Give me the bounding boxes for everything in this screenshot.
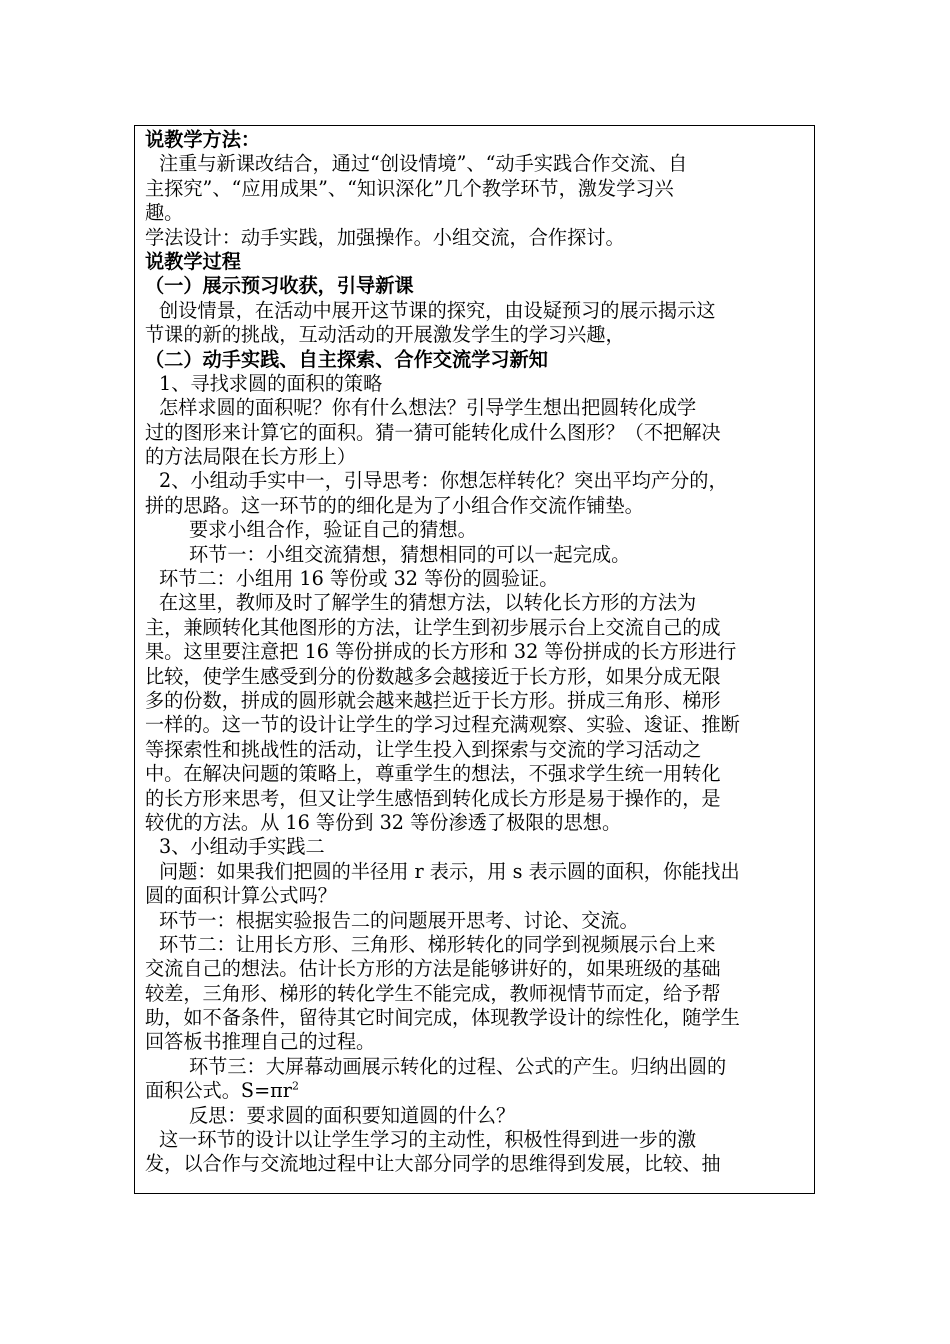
line-text: 交流自己的想法。估计长方形的方法是能够讲好的，如果班级的基础 (145, 957, 721, 981)
line-text: 中。在解决问题的策略上，尊重学生的想法，不强求学生统一用转化 (145, 762, 721, 786)
paragraph-line (145, 1079, 810, 1103)
paragraph-line (145, 811, 810, 835)
paragraph-line (145, 591, 810, 615)
line-text: 环节一：小组交流猜想，猜想相同的可以一起完成。 (189, 542, 631, 566)
superscript: 2 (291, 1079, 299, 1093)
line-text: 较优的方法。从 16 等份到 32 等份渗透了极限的思想。 (145, 810, 622, 834)
line-text: 1、寻找求圆的面积的策略 (159, 371, 383, 395)
paragraph-line (145, 640, 810, 664)
paragraph-line (145, 909, 810, 933)
paragraph-line (145, 323, 810, 347)
line-text: 等探索性和挑战性的活动，让学生投入到探索与交流的学习活动之 (145, 737, 702, 761)
document-frame (134, 125, 815, 1194)
paragraph-line (145, 1128, 810, 1152)
section-heading (145, 128, 810, 152)
line-text: 面积公式。S=πr (145, 1079, 292, 1103)
line-text: 主，兼顾转化其他图形的方法，让学生到初步展示台上交流自己的成 (145, 615, 721, 639)
paragraph-line (145, 665, 810, 689)
paragraph-line (145, 518, 810, 542)
section-heading (145, 348, 810, 372)
paragraph-line (145, 226, 810, 250)
paragraph-line (145, 835, 810, 859)
paragraph-line (145, 957, 810, 981)
line-text: 环节一：根据实验报告二的问题展开思考、讨论、交流。 (159, 908, 639, 932)
paragraph-line (145, 762, 810, 786)
line-text: 趣。 (145, 201, 184, 225)
line-text: 环节二：让用长方形、三角形、梯形转化的同学到视频展示台上来 (159, 932, 716, 956)
line-text: 的长方形来思考，但又让学生感悟到转化成长方形是易于操作的，是 (145, 786, 721, 810)
paragraph-line (145, 616, 810, 640)
line-text: 比较，使学生感受到分的份数越多会越接近于长方形，如果分成无限 (145, 664, 721, 688)
line-text: 主探究”、“应用成果”、“知识深化”几个教学环节，激发学习兴 (145, 176, 674, 200)
line-text: 节课的新的挑战，互动活动的开展激发学生的学习兴趣， (145, 323, 625, 347)
line-text: 圆的面积计算公式吗？ (145, 884, 337, 908)
line-text: 回答板书推理自己的过程。 (145, 1030, 376, 1054)
paragraph-line (145, 884, 810, 908)
paragraph-line (145, 372, 810, 396)
paragraph-line (145, 469, 810, 493)
paragraph-line (145, 1104, 810, 1128)
line-text: 拼的思路。这一环节的的细化是为了小组合作交流作铺垫。 (145, 493, 644, 517)
line-text: 说教学方法： (145, 128, 261, 151)
line-text: 注重与新课改结合，通过“创设情境”、“动手实践合作交流、自 (159, 152, 688, 176)
paragraph-line (145, 933, 810, 957)
paragraph-line (145, 177, 810, 201)
line-text: 较差，三角形、梯形的转化学生不能完成，教师视情节而定，给予帮 (145, 981, 721, 1005)
line-text: 要求小组合作，验证自己的猜想。 (189, 518, 477, 542)
line-text: 学法设计：动手实践，加强操作。小组交流，合作探讨。 (145, 225, 625, 249)
document-body (145, 128, 810, 1177)
line-text: 2、小组动手实中一，引导思考：你想怎样转化？突出平均产分的， (159, 469, 728, 493)
line-text: 的方法局限在长方形上） (145, 445, 357, 469)
paragraph-line (145, 201, 810, 225)
line-text: 多的份数，拼成的圆形就会越来越拦近于长方形。拼成三角形、梯形 (145, 688, 721, 712)
line-text: 果。这里要注意把 16 等份拼成的长方形和 32 等份拼成的长方形进行 (145, 640, 737, 664)
line-text: 助，如不备条件，留待其它时间完成，体现教学设计的综性化，随学生 (145, 1006, 740, 1030)
line-text: 问题：如果我们把圆的半径用 r 表示，用 s 表示圆的面积，你能找出 (159, 859, 740, 883)
paragraph-line (145, 543, 810, 567)
line-text: 环节二：小组用 16 等份或 32 等份的圆验证。 (159, 567, 559, 591)
paragraph-line (145, 445, 810, 469)
paragraph-line (145, 1152, 810, 1176)
line-text: 说教学过程 (145, 249, 241, 273)
line-text: 一样的。这一节的设计让学生的学习过程充满观察、实验、逡证、推断 (145, 713, 740, 737)
line-text: 反思：要求圆的面积要知道圆的什么？ (189, 1103, 516, 1127)
line-text: 怎样求圆的面积呢？你有什么想法？引导学生想出把圆转化成学 (159, 396, 697, 420)
paragraph-line (145, 1055, 810, 1079)
line-text: 发，以合作与交流地过程中让大部分同学的思维得到发展，比较、抽 (145, 1152, 721, 1176)
paragraph-line (145, 689, 810, 713)
paragraph-line (145, 152, 810, 176)
section-heading (145, 250, 810, 274)
line-text: （二）动手实践、自主探索、合作交流学习新知 (145, 347, 548, 371)
line-text: 这一环节的设计以让学生学习的主动性，积极性得到进一步的激 (159, 1128, 697, 1152)
paragraph-line (145, 982, 810, 1006)
line-text: 3、小组动手实践二 (159, 835, 325, 859)
line-text: 过的图形来计算它的面积。猜一猜可能转化成什么图形？（不把解决 (145, 420, 721, 444)
paragraph-line (145, 494, 810, 518)
paragraph-line (145, 713, 810, 737)
paragraph-line (145, 860, 810, 884)
paragraph-line (145, 567, 810, 591)
paragraph-line (145, 299, 810, 323)
paragraph-line (145, 787, 810, 811)
line-text: 环节三：大屏幕动画展示转化的过程、公式的产生。归纳出圆的 (189, 1054, 727, 1078)
paragraph-line (145, 1030, 810, 1054)
line-text: 在这里，教师及时了解学生的猜想方法，以转化长方形的方法为 (159, 591, 697, 615)
line-text: （一）展示预习收获，引导新课 (145, 274, 414, 298)
paragraph-line (145, 738, 810, 762)
line-text: 创设情景，在活动中展开这节课的探究，由设疑预习的展示揭示这 (159, 298, 716, 322)
paragraph-line (145, 1006, 810, 1030)
paragraph-line (145, 421, 810, 445)
section-heading (145, 274, 810, 298)
paragraph-line (145, 396, 810, 420)
